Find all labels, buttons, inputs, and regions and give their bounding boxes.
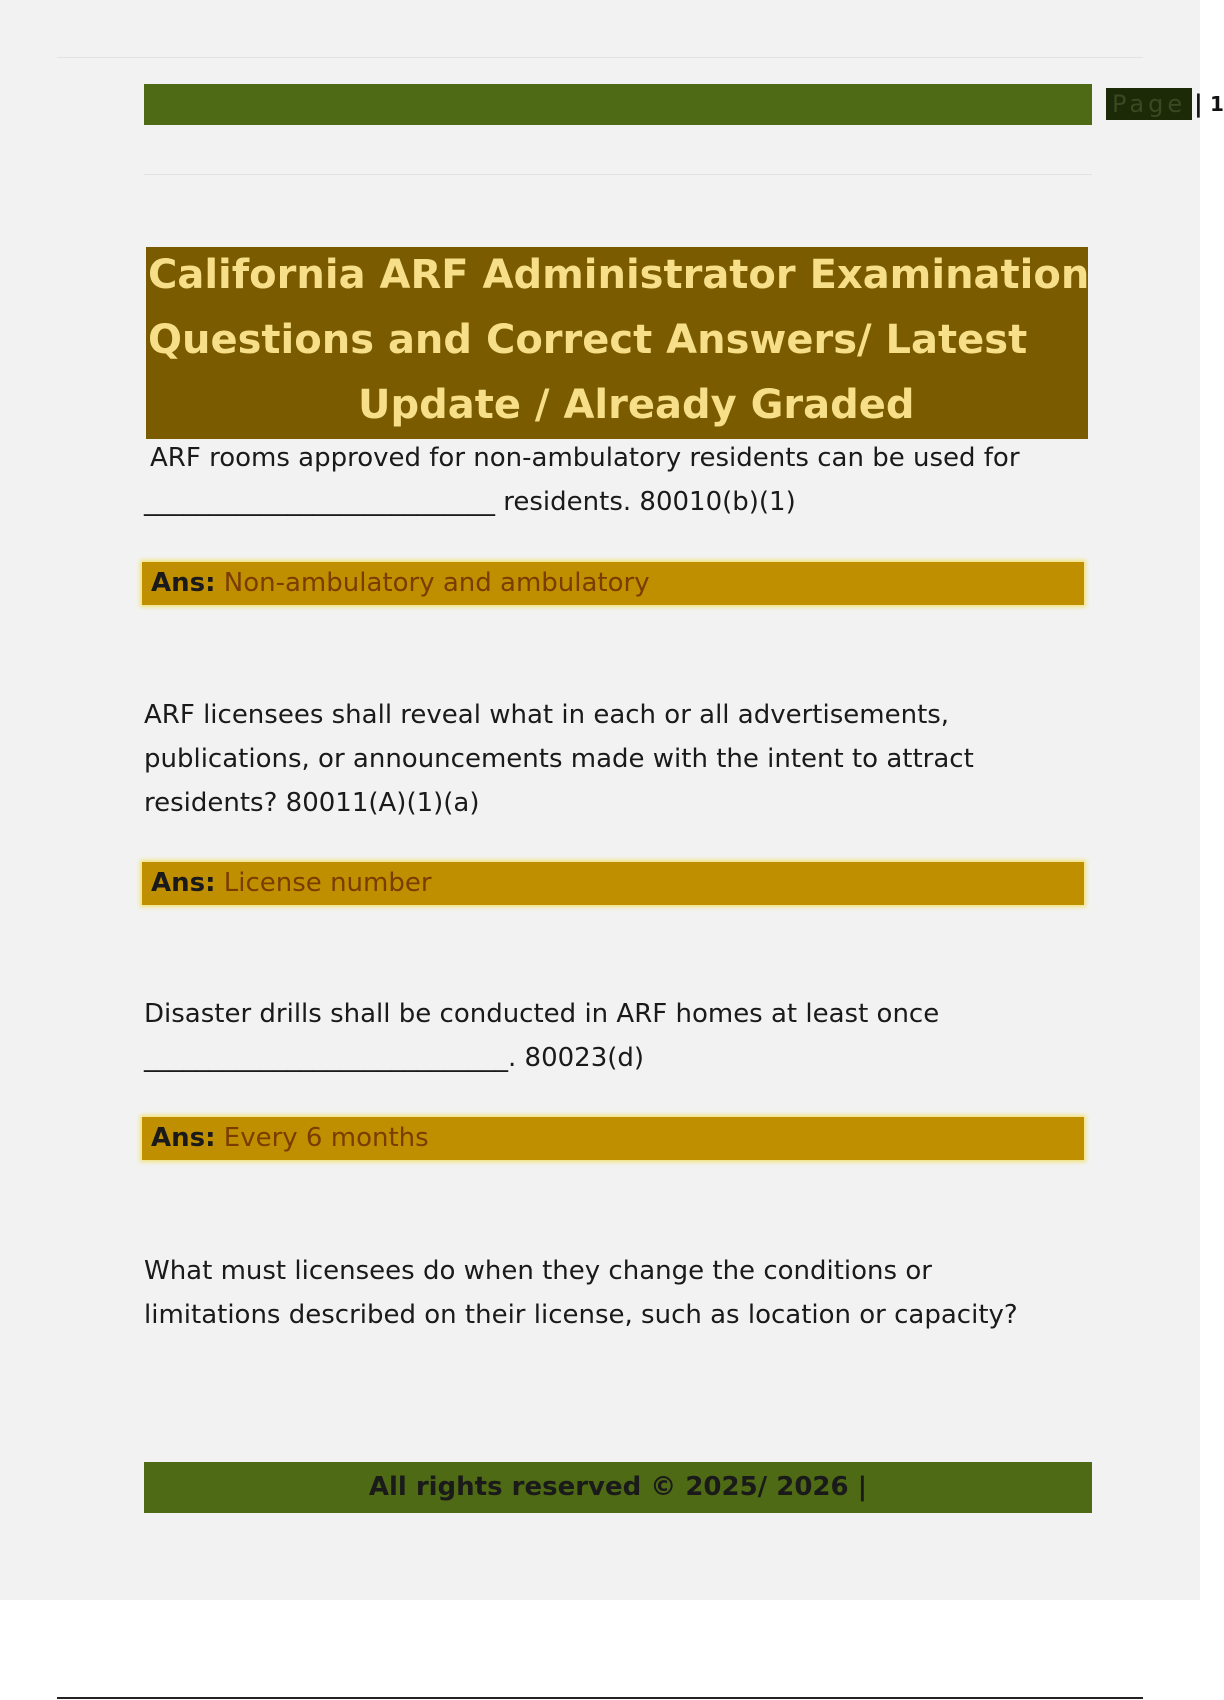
copyright-text: All rights reserved © 2025/ 2026 | — [368, 1472, 868, 1502]
question-4-line-1: What must licensees do when they change the conditions or — [144, 1256, 932, 1286]
answer-1-label: Ans: — [151, 568, 216, 598]
question-4-line-2: limitations described on their license, such as location or capacity? — [144, 1300, 1018, 1330]
bottom-divider — [57, 1697, 1143, 1699]
title-line-2: Questions and Correct Answers/ Latest — [148, 317, 1028, 363]
answer-1-value: Non-ambulatory and ambulatory — [223, 568, 650, 598]
page-separator: | — [1194, 90, 1203, 118]
document-title — [146, 247, 1088, 439]
top-divider — [57, 57, 1143, 58]
header-divider — [144, 174, 1092, 175]
question-3-line-2: ____________________________. 80023(d) — [144, 1043, 645, 1073]
page-label: Page — [1106, 88, 1192, 120]
question-3-line-1: Disaster drills shall be conducted in ARF homes at least once — [144, 999, 940, 1029]
title-line-1: California ARF Administrator Examination — [148, 252, 1090, 298]
answer-3-bar — [142, 1117, 1084, 1160]
question-1-line-2: ___________________________ residents. 80010(b)(1) — [144, 487, 796, 517]
answer-2-bar — [142, 862, 1084, 905]
page-header-bar — [144, 84, 1224, 125]
answer-3-label: Ans: — [151, 1123, 216, 1153]
page-number: 1 — [1210, 92, 1224, 116]
answer-2-value: License number — [223, 868, 432, 898]
answer-3-value: Every 6 months — [223, 1123, 429, 1153]
question-1-line-1: ARF rooms approved for non-ambulatory residents can be used for — [150, 443, 1020, 473]
title-line-3: Update / Already Graded — [358, 382, 915, 428]
answer-2-label: Ans: — [151, 868, 216, 898]
question-2-line-2: publications, or announcements made with the intent to attract — [144, 744, 974, 774]
question-2-line-3: residents? 80011(A)(1)(a) — [144, 788, 480, 818]
answer-1-bar — [142, 562, 1084, 605]
page-footer-bar — [144, 1462, 1092, 1513]
question-2-line-1: ARF licensees shall reveal what in each or all advertisements, — [144, 700, 950, 730]
